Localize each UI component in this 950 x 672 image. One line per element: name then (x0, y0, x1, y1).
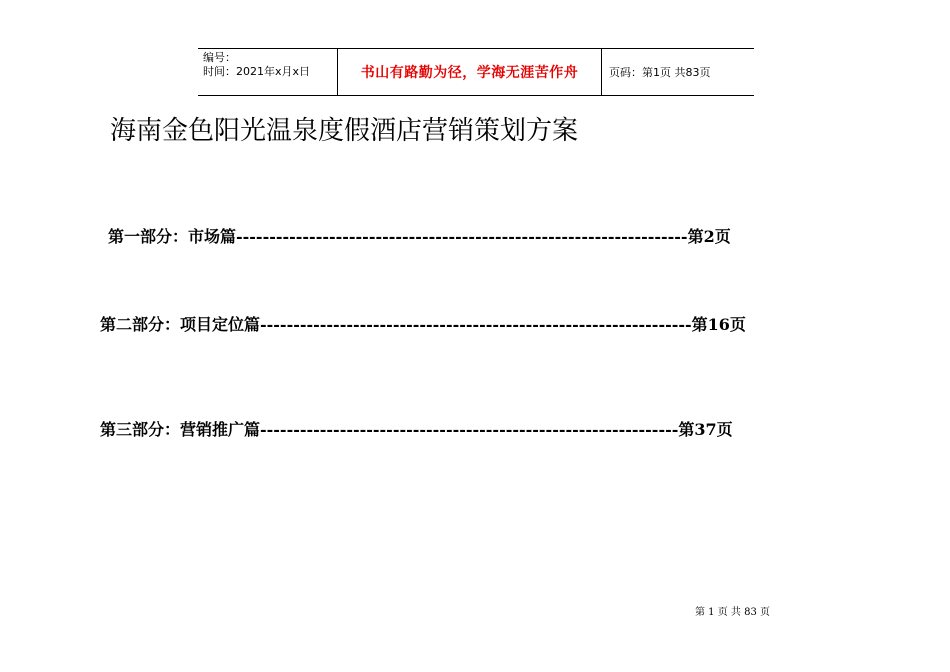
number-label: 编号： (203, 51, 236, 64)
header-motto: 书山有路勤为径，学海无涯苦作舟 (338, 49, 602, 95)
page-footer: 第 1 页 共 83 页 (695, 607, 770, 618)
toc-entry-market: 第一部分：市场篇--------------------------------------------------------------------第2页 (108, 227, 731, 246)
document-title: 海南金色阳光温泉度假酒店营销策划方案 (110, 116, 579, 146)
toc-entry-marketing: 第三部分：营销推广篇---------------------------------------------------------------第37页 (100, 420, 733, 439)
header-page-info: 页码：第1页 共83页 (609, 66, 711, 79)
toc-entry-positioning: 第二部分：项目定位篇-----------------------------------------------------------------第16页 (100, 315, 746, 334)
time-label: 时间：2021年x月x日 (203, 65, 311, 78)
page-header (198, 48, 754, 96)
header-meta-cell (198, 49, 338, 95)
